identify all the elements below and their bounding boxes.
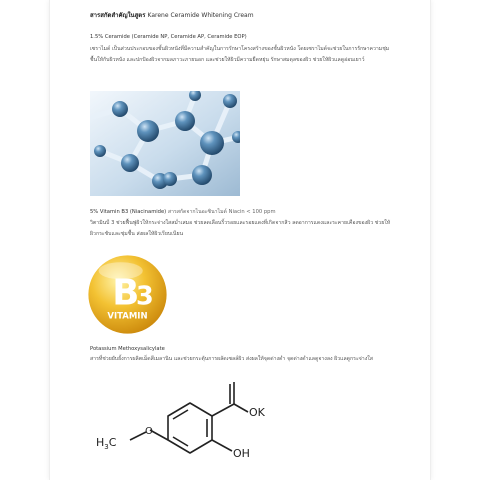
document-page (50, 0, 430, 480)
methoxysalicylate-heading: Potassium Methoxysalicylate (90, 346, 165, 352)
ceramide-heading: 1.5% Ceramide (Ceramide NP, Ceramide AP, Ceramide EOP) (90, 34, 247, 40)
structure-label-oh: OH (233, 447, 250, 460)
vitamin-badge-letter: B (112, 272, 140, 314)
document-title (90, 13, 254, 19)
title-product: Karene Ceramide Whitening Cream (147, 12, 254, 19)
vitamin-b3-heading-row (90, 210, 276, 215)
vitamin-b3-badge-icon (85, 252, 170, 337)
vitamin-badge-word: VITAMIN (107, 311, 148, 322)
structure-label-h: H (96, 436, 105, 449)
vitamin-b3-body: วิตามินบี 3 ช่วยฟื้นฟูผิวให้กระจ่างใสสม่ำเสมอ ช่วยลดเลือนริ้วรอยและรอยแดงที่เกิดจากสิว ลดอาการแดงและระคายเคืองของผิว ช่วยให้ผิวกระชับและชุ่มชื้น ส่งผลให้ผิวเรียบเนียน (90, 220, 391, 237)
vitamin-b3-note: สารสกัดจากไนอะซินาไมด์ Niacin < 100 ppm (167, 209, 276, 215)
vitamin-b3-heading: 5% Vitamin B3 (Niacinamide) (90, 209, 167, 215)
molecule-image (90, 91, 240, 196)
ceramide-body: เซราไมด์ เป็นส่วนประกอบของชั้นผิวหนังที่มีความสำคัญในการรักษาโครงสร้างของชั้นผิวหนัง โดยเซราไมด์จะช่วยในการรักษาความชุ่มชื้นให้กับผิวหนัง และปกป้องผิวจากมลภาวะภายนอก และช่วยให้ผิวมีความยืดหยุ่น รักษาสมดุลของผิว ช่วยให้ผิวแลดูอ่อนเยาว์ (90, 46, 390, 63)
svg-text:O: O (145, 426, 153, 437)
methoxysalicylate-body: สารที่ช่วยยับยั้งการผลิตเม็ดสีเมลานิน และช่วยกระตุ้นการผลัดเซลล์ผิว ส่งผลให้จุดด่างดำ จุดด่างดำแลดูจางลง ผิวแลดูกระจ่างใส (90, 356, 373, 362)
title-thai: สารสกัดสำคัญในสูตร (90, 12, 146, 19)
structure-label-3: 3 (104, 443, 109, 451)
structure-label-ok: OK (249, 406, 265, 419)
vitamin-badge-number: 3 (136, 281, 154, 312)
chemical-structure-diagram (90, 380, 265, 465)
svg-text:H3C (96, 436, 117, 451)
structure-label-c: C (108, 436, 117, 449)
